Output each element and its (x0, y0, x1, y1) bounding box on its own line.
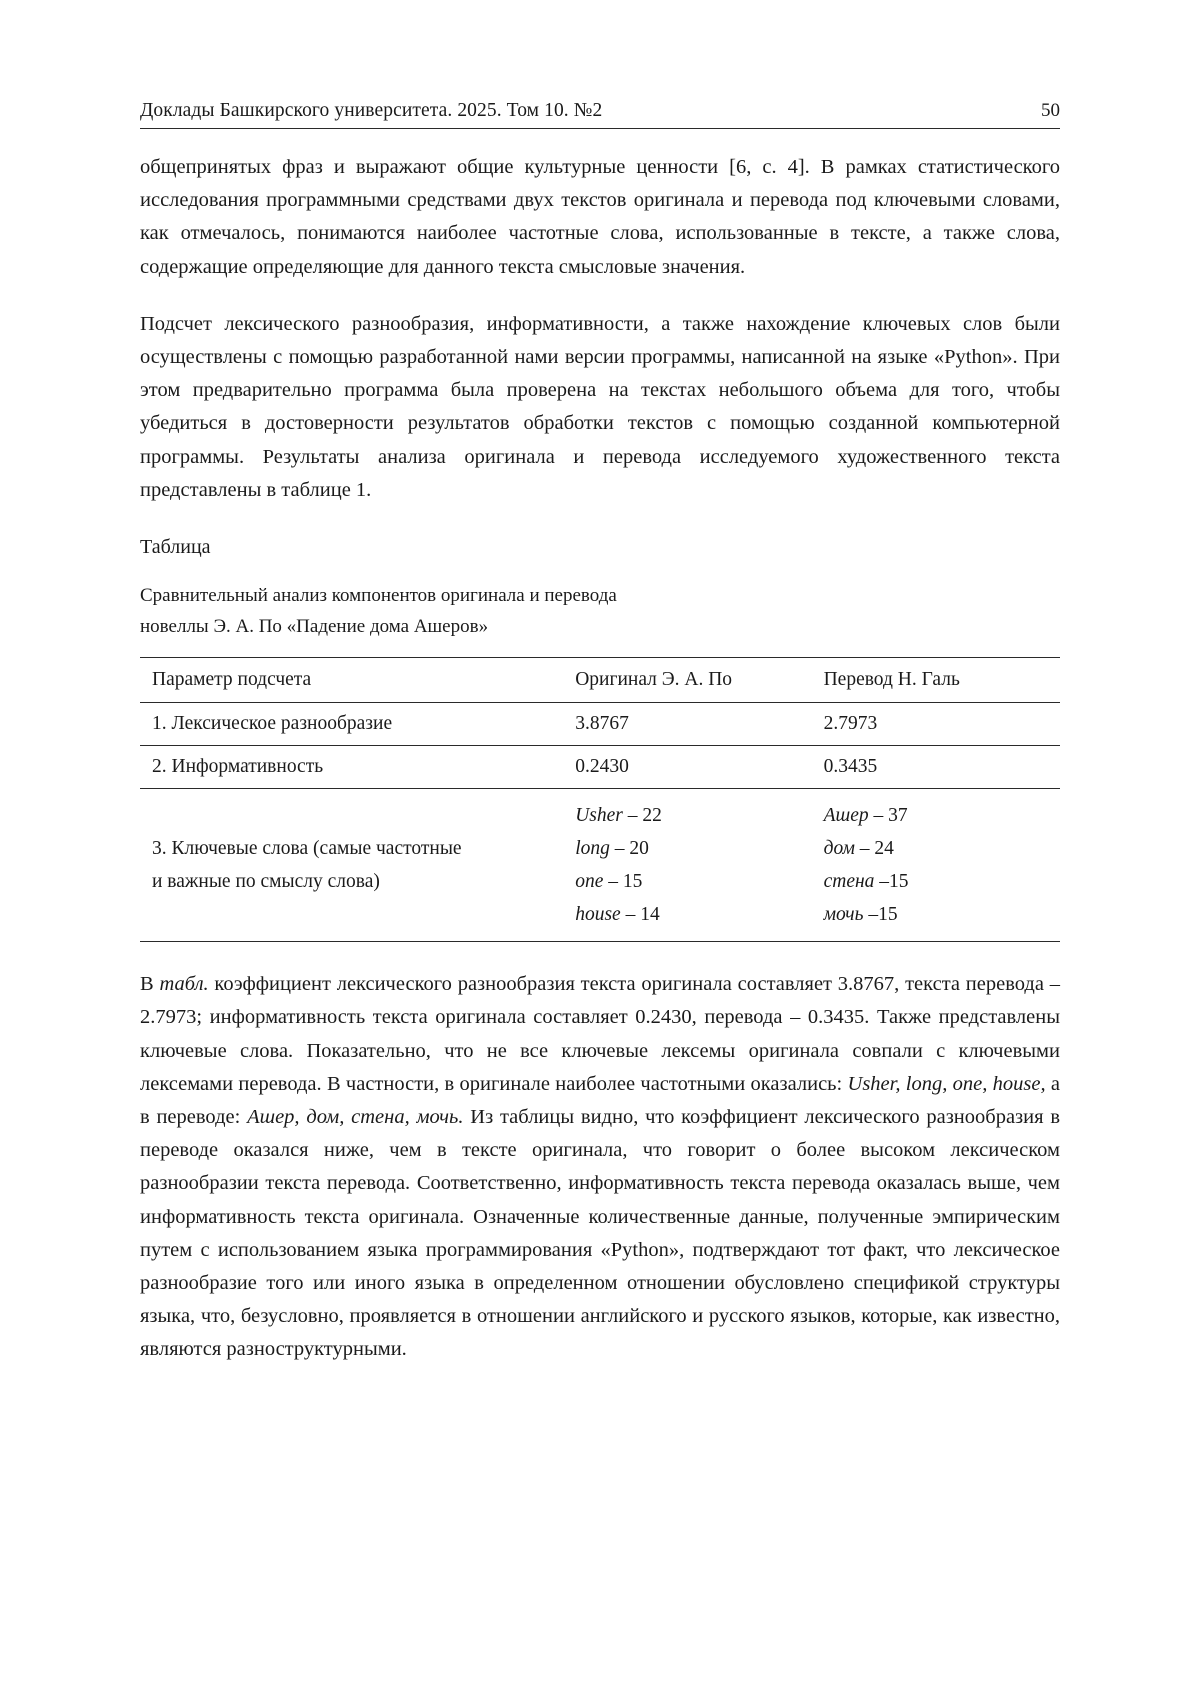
table-caption-line-1: Сравнительный анализ компонентов оригинала и перевода (140, 585, 617, 607)
row-param: 2. Информативность (140, 745, 563, 788)
keyword-entry (824, 898, 1048, 931)
table-row (140, 745, 1060, 788)
row-param: 1. Лексическое разнообразие (140, 702, 563, 745)
keyword-word: Usher (575, 804, 623, 826)
table-label: Таблица (140, 536, 211, 559)
keywords-param (140, 788, 563, 942)
keyword-word: Ашер (823, 804, 869, 826)
keyword-count: –15 (868, 903, 898, 925)
row-translation: 0.3435 (812, 745, 1060, 788)
tail-lead: В (140, 973, 160, 996)
keyword-entry (575, 898, 799, 931)
tail-lead-italic: табл. (159, 973, 209, 996)
tail-italic-2: Ашер, дом, стена, мочь. (247, 1105, 464, 1128)
keyword-count: – 22 (627, 804, 662, 826)
table-caption-line-2: новеллы Э. А. По «Падение дома Ашеров» (140, 615, 489, 637)
keyword-word: мочь (823, 903, 864, 925)
keyword-entry (824, 832, 1048, 865)
keyword-entry (575, 799, 799, 832)
keyword-count: – 37 (873, 804, 908, 826)
body-text (140, 151, 1060, 1367)
row-translation: 2.7973 (812, 702, 1060, 745)
table-header-translation: Перевод Н. Галь (812, 657, 1060, 702)
keyword-entry (824, 865, 1048, 898)
tail-part-1: коэффициент лексического разнообразия текста оригинала составляет 3.8767, текста перевода – 2.7973; информативность текста оригинала составляет 0.2430, перевода – 0.3435. Также представлены ключевые слова. Показательно, что не все ключевые лексемы оригинала совпали с ключевыми лексемами перевода. В частности, в оригинале наиболее частотными оказались: (140, 973, 1060, 1095)
keywords-translation (812, 788, 1060, 942)
comparison-table (140, 657, 1060, 943)
keyword-count: – 14 (625, 903, 660, 925)
row-original: 3.8767 (563, 702, 811, 745)
running-head (140, 100, 1060, 129)
keyword-count: – 24 (859, 837, 894, 859)
keywords-param-line-2: и важные по смыслу слова) (152, 870, 380, 892)
row-original: 0.2430 (563, 745, 811, 788)
tail-part-3: Из таблицы видно, что коэффициент лексического разнообразия в переводе оказался ниже, чем в тексте оригинала, что говорит о более высоком лексическом разнообразии текста перевода. Соответственно, информативность текста перевода оказалась выше, чем информативность текста оригинала. Означенные количественные данные, полученные эмпирическим путем с использованием языка программирования «Python», подтверждают тот факт, что лексическое разнообразие того или иного языка в определенном отношении обусловлено спецификой структуры языка, что, безусловно, проявляется в отношении английского и русского языков, которые, как известно, являются разноструктурными. (140, 1105, 1060, 1361)
keyword-word: house (575, 903, 621, 925)
keywords-param-line-1: 3. Ключевые слова (самые частотные (152, 837, 462, 859)
keyword-count: – 20 (614, 837, 649, 859)
keyword-entry (575, 865, 799, 898)
keyword-word: long (575, 837, 610, 859)
paragraph-2: Подсчет лексического разнообразия, информативности, а также нахождение ключевых слов были осуществлены с помощью разработанной нами версии программы, написанной на языке «Python». При этом предварительно программа была проверена на текстах небольшого объема для того, чтобы убедиться в достоверности результатов обработки текстов с помощью созданной компьютерной программы. Результаты анализа оригинала и перевода исследуемого художественного текста представлены в таблице 1. (140, 312, 1060, 501)
journal-title: Доклады Башкирского университета. 2025. Том 10. №2 (140, 100, 603, 121)
keyword-word: one (575, 870, 604, 892)
table-row-keywords (140, 788, 1060, 942)
tail-part-2: а в переводе: (140, 1072, 1060, 1128)
table-header-row (140, 657, 1060, 702)
keyword-entry (575, 832, 799, 865)
keyword-entry (824, 799, 1048, 832)
table-caption (140, 581, 1060, 643)
page-number: 50 (1041, 100, 1060, 121)
keyword-word: дом (823, 837, 855, 859)
table-header-param: Параметр подсчета (140, 657, 563, 702)
tail-italic-1: Usher, long, one, house, (847, 1072, 1046, 1095)
paragraph-1: общепринятых фраз и выражают общие культурные ценности [6, с. 4]. В рамках статистического исследования программными средствами двух текстов оригинала и перевода под ключевыми словами, как отмечалось, понимаются наиболее частотные слова, использованные в тексте, а также слова, содержащие определяющие для данного текста смысловые значения. (140, 156, 1060, 278)
table-row (140, 702, 1060, 745)
paragraph-3 (140, 968, 1060, 1366)
table-header-original: Оригинал Э. А. По (563, 657, 811, 702)
keyword-count: –15 (879, 870, 909, 892)
keywords-original (563, 788, 811, 942)
keyword-word: стена (823, 870, 875, 892)
keyword-count: – 15 (608, 870, 643, 892)
